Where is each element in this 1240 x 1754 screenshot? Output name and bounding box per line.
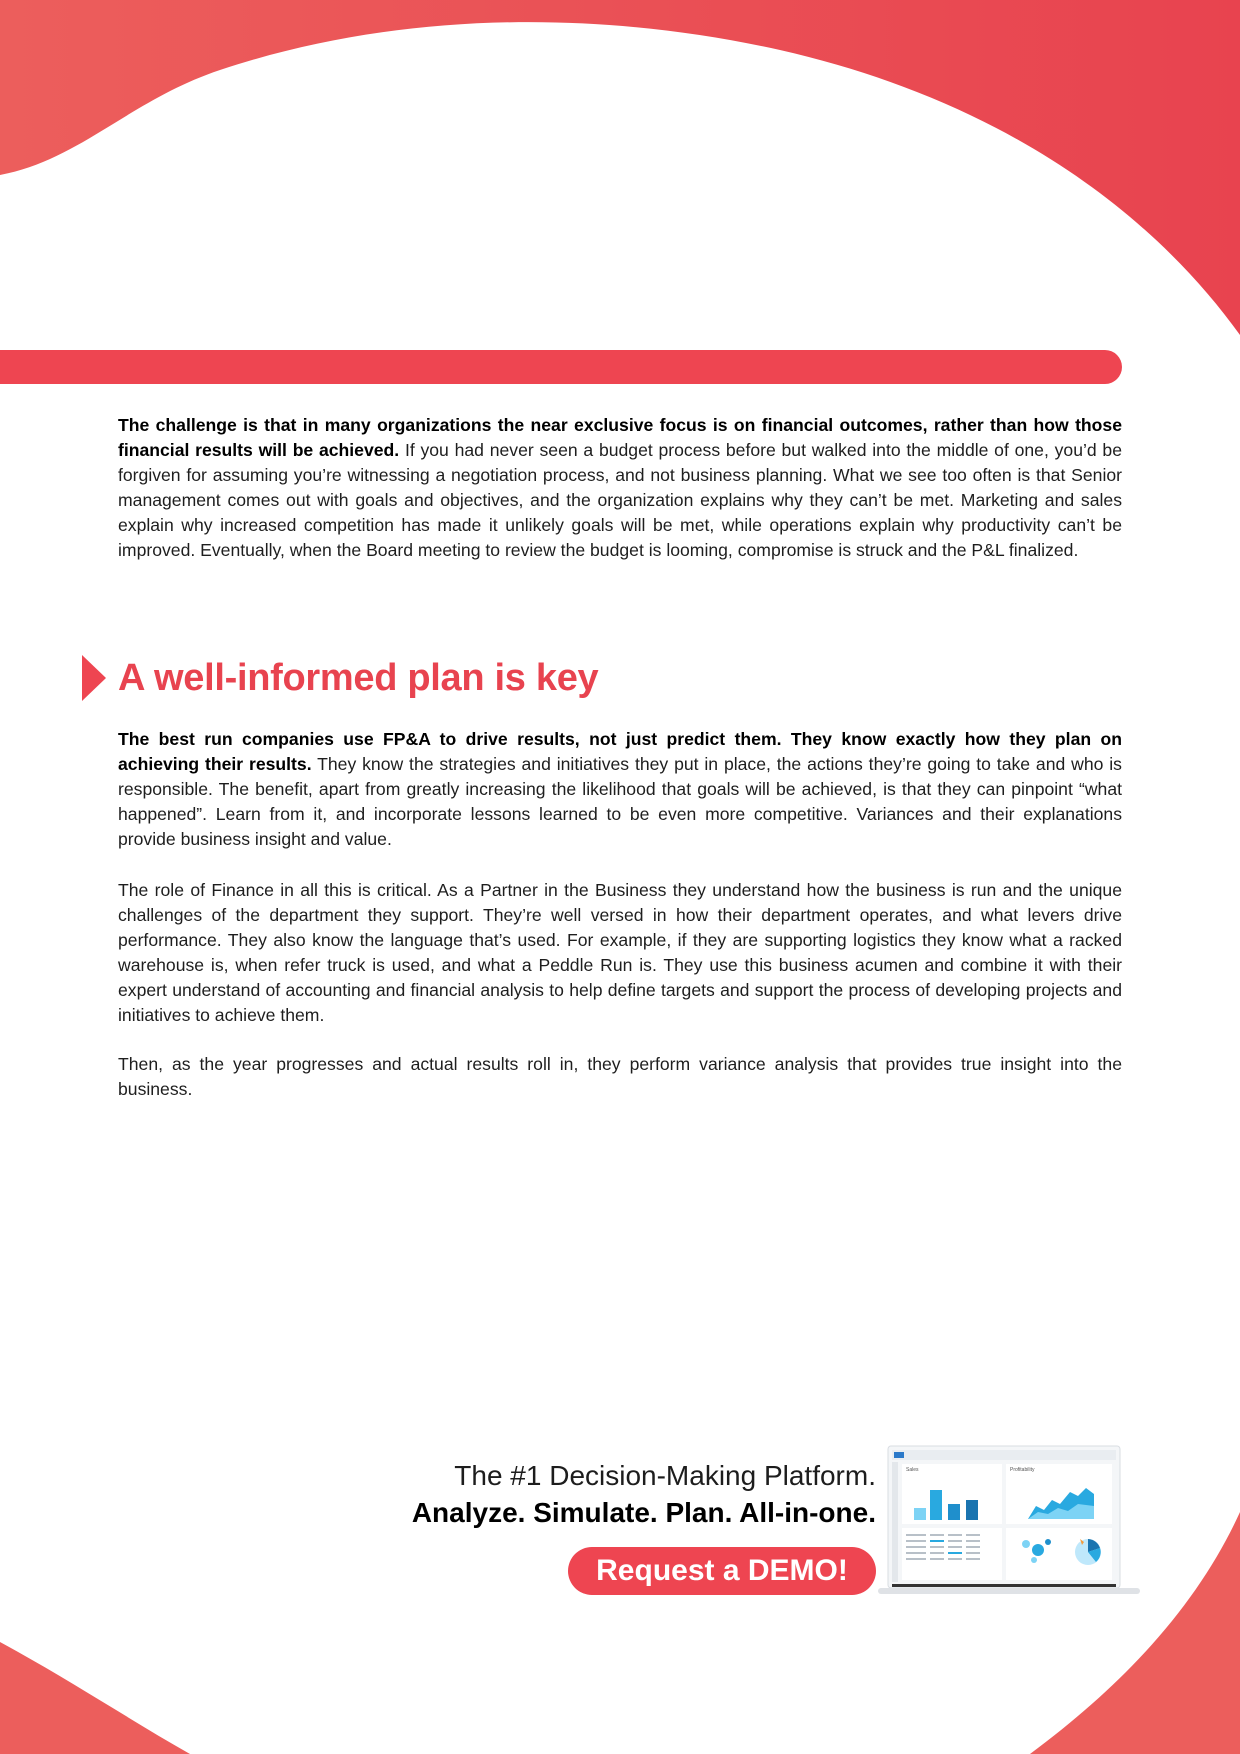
section-heading <box>82 655 598 701</box>
promo-tagline: The #1 Decision-Making Platform. <box>454 1460 876 1491</box>
triangle-bullet-icon <box>82 655 106 701</box>
intro-text: If you had never seen a budget process before but walked into the middle of one, you’d be forgiven for assuming you’re witnessing a negotiation process, and not business planning. What we see too often is that Senior management comes out with goals and objectives, and the organization explains why they can’t be met. Marketing and sales explain why increased competition has made it unlikely goals will be met, while operations explain why productivity can’t be improved. Eventually, when the Board meeting to review the budget is looming, compromise is struck and the P&L finalized. <box>118 440 1122 560</box>
section-paragraph-3-wrap <box>118 1052 1122 1102</box>
promo-subline: Analyze. Simulate. Plan. All-in-one. <box>411 1497 876 1528</box>
bottom-left-swoosh <box>0 1642 190 1754</box>
section-paragraph-2-wrap <box>118 878 1122 1028</box>
screen-panel-left-title: Sales <box>906 1467 919 1473</box>
section-paragraph-1-text: They know the strategies and initiatives they put in place, the actions they’re going to take and who is responsible. The benefit, apart from greatly increasing the likelihood that goals will be achieved, is that they can pinpoint “what happened”. Learn from it, and incorporate lessons learned to be even more competitive. Variances and their explanations provide business insight and value. <box>118 754 1122 849</box>
section-paragraph-3: Then, as the year progresses and actual results roll in, they perform variance analysis that provides true insight into the business. <box>118 1054 1122 1099</box>
screen-panel-right-title: Profitability <box>1010 1467 1035 1473</box>
intro-paragraph <box>118 413 1122 563</box>
section-paragraph-1-wrap <box>118 727 1122 852</box>
product-screenshot-image <box>878 1444 1140 1604</box>
section-title: A well-informed plan is key <box>118 656 599 699</box>
section-paragraph-1-lead: The best run companies use FP&A to drive results, not just predict them. They know exactly how they plan on achieving their results. <box>118 729 1122 774</box>
header-divider-bar <box>0 350 1122 384</box>
top-swoosh <box>0 0 1240 335</box>
section-paragraph-1 <box>118 727 1122 852</box>
section-paragraph-2: The role of Finance in all this is critical. As a Partner in the Business they understand how the business is run and the unique challenges of the department they support. They’re well versed in how their department operates, and what levers drive performance. They also know the language that’s used. For example, if they are supporting logistics they know what a racked warehouse is, when refer truck is used, and what a Peddle Run is. They use this business acumen and combine it with their expert understand of accounting and financial analysis to help define targets and support the process of developing projects and initiatives to achieve them. <box>118 880 1122 1025</box>
intro-lead: The challenge is that in many organizations the near exclusive focus is on financial outcomes, rather than how those financial results will be achieved. <box>118 415 1122 460</box>
intro-section <box>118 413 1122 563</box>
request-demo-button[interactable]: Request a DEMO! <box>568 1547 876 1595</box>
